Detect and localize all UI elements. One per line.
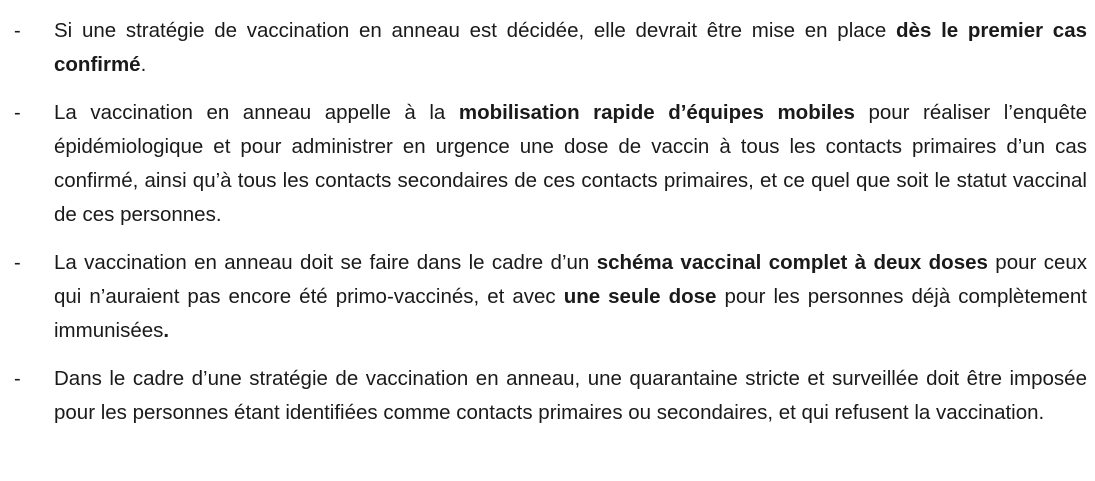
text-segment: pour réaliser l’enquête épidémiologique et pour administrer en urgence une dose de vaccin à tous les contacts primaires d’un cas confirmé, ainsi qu’à tous les contacts secondaires de ces contacts primaires, et ce quel que soit le statut vaccinal de ces personnes. bbox=[54, 101, 1088, 226]
bullet-dash: - bbox=[14, 20, 21, 42]
list-item bbox=[0, 246, 1087, 348]
bullet-dash: - bbox=[14, 368, 21, 390]
bold-text-segment: une seule dose bbox=[563, 285, 717, 308]
text-segment: . bbox=[140, 53, 147, 76]
paragraph-text bbox=[54, 246, 1087, 348]
paragraph-text bbox=[54, 14, 1087, 82]
list-item bbox=[0, 14, 1087, 82]
list-item bbox=[0, 362, 1087, 430]
bullet-dash: - bbox=[14, 252, 21, 274]
bold-text-segment: schéma vaccinal complet à deux doses bbox=[596, 251, 988, 274]
bullet-dash: - bbox=[14, 102, 21, 124]
text-segment: La vaccination en anneau doit se faire dans le cadre d’un bbox=[54, 251, 597, 274]
text-segment: pour ceux qui n’auraient pas encore été primo-vaccinés, et avec bbox=[54, 251, 1087, 308]
text-segment: Si une stratégie de vaccination en anneau est décidée, elle devrait être mise en place bbox=[54, 19, 897, 42]
bullet-list bbox=[0, 14, 1087, 430]
paragraph-text bbox=[54, 362, 1087, 430]
bold-text-segment: mobilisation rapide d’équipes mobiles bbox=[458, 101, 855, 124]
bold-text-segment: . bbox=[163, 319, 170, 342]
paragraph-text bbox=[54, 96, 1087, 232]
list-item bbox=[0, 96, 1087, 232]
bold-text-segment: dès le premier cas confirmé bbox=[54, 19, 1087, 76]
text-segment: pour les personnes déjà complètement immunisées bbox=[54, 285, 1087, 342]
text-segment: La vaccination en anneau appelle à la bbox=[54, 101, 459, 124]
text-segment: Dans le cadre d’une stratégie de vaccination en anneau, une quarantaine stricte et surveillée doit être imposée pour les personnes étant identifiées comme contacts primaires ou secondaires, et qui refusent la vaccination. bbox=[54, 367, 1087, 424]
